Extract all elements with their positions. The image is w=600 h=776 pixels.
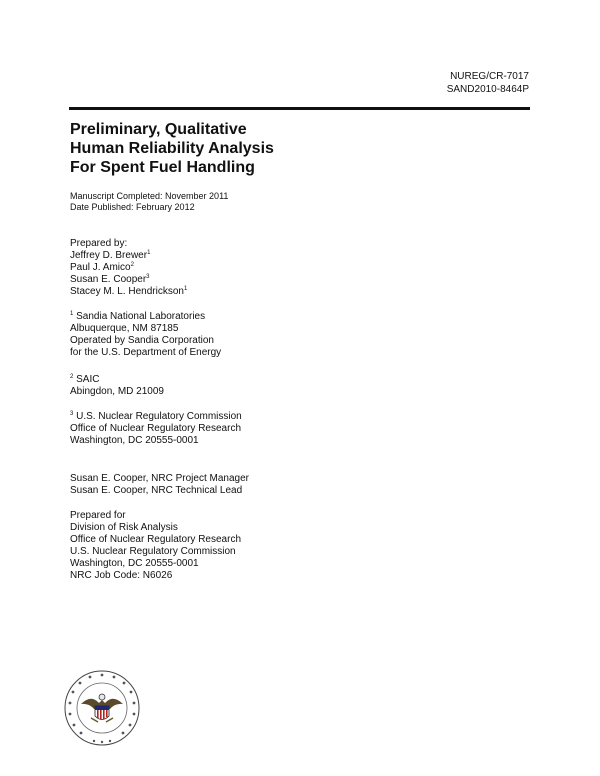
affiliation-line: for the U.S. Department of Energy [70,347,222,358]
title-rule [69,107,530,110]
report-number-sand: SAND2010-8464P [446,84,529,95]
prepared-by-heading: Prepared by: [70,238,128,249]
author [70,250,187,262]
affiliation-line: Abingdon, MD 21009 [70,386,164,397]
prepared-for-line: Prepared for [70,510,126,521]
affiliation-marker: 2 [130,262,134,268]
project-manager: Susan E. Cooper, NRC Project Manager [70,473,249,484]
affiliation-marker: 3 [70,411,74,417]
affiliation-line: Albuquerque, NM 87185 [70,323,179,334]
prepared-by-block [70,238,187,298]
affiliation-org: U.S. Nuclear Regulatory Commission [76,411,242,422]
affiliation-line: Office of Nuclear Regulatory Research [70,423,242,434]
affiliation-org: Sandia National Laboratories [76,311,206,322]
affiliation-marker: 1 [183,286,188,292]
author [70,262,187,274]
author-name: Paul J. Amico [70,262,131,273]
technical-lead: Susan E. Cooper, NRC Technical Lead [70,485,243,496]
date-published: Date Published: February 2012 [70,202,195,212]
author-name: Jeffrey D. Brewer [70,250,148,261]
prepared-for-line: U.S. Nuclear Regulatory Commission [70,546,236,557]
author-name: Susan E. Cooper [70,274,147,285]
author [70,274,187,286]
dates-block [70,191,228,213]
affiliation-block-sandia [70,311,221,359]
author-name: Stacey M. L. Hendrickson [70,286,184,297]
managers-block [70,473,249,497]
affiliation-block-saic [70,374,164,398]
affiliation-first-line [70,311,221,323]
manuscript-completed: Manuscript Completed: November 2011 [70,191,229,201]
title-line: Human Reliability Analysis [70,140,274,157]
prepared-for-line: Washington, DC 20555-0001 [70,558,199,569]
title-line: Preliminary, Qualitative [70,121,247,138]
affiliation-marker: 2 [70,374,74,380]
affiliation-marker: 1 [147,250,151,256]
prepared-for-line: Division of Risk Analysis [70,522,178,533]
page-title [70,120,274,177]
affiliation-org: SAIC [76,374,100,385]
report-numbers [447,70,529,96]
affiliation-first-line [70,411,242,423]
affiliation-block-nrc [70,411,242,447]
affiliation-line: Washington, DC 20555-0001 [70,435,199,446]
nrc-seal-icon [64,670,140,746]
affiliation-first-line [70,374,164,386]
prepared-for-block [70,510,241,582]
affiliation-line: Operated by Sandia Corporation [70,335,214,346]
report-number-nureg: NUREG/CR-7017 [450,71,529,82]
affiliation-marker: 1 [70,311,74,317]
job-code: NRC Job Code: N6026 [70,570,173,581]
author [70,286,187,298]
prepared-for-line: Office of Nuclear Regulatory Research [70,534,242,545]
title-line: For Spent Fuel Handling [70,159,255,176]
affiliation-marker: 3 [146,274,150,280]
